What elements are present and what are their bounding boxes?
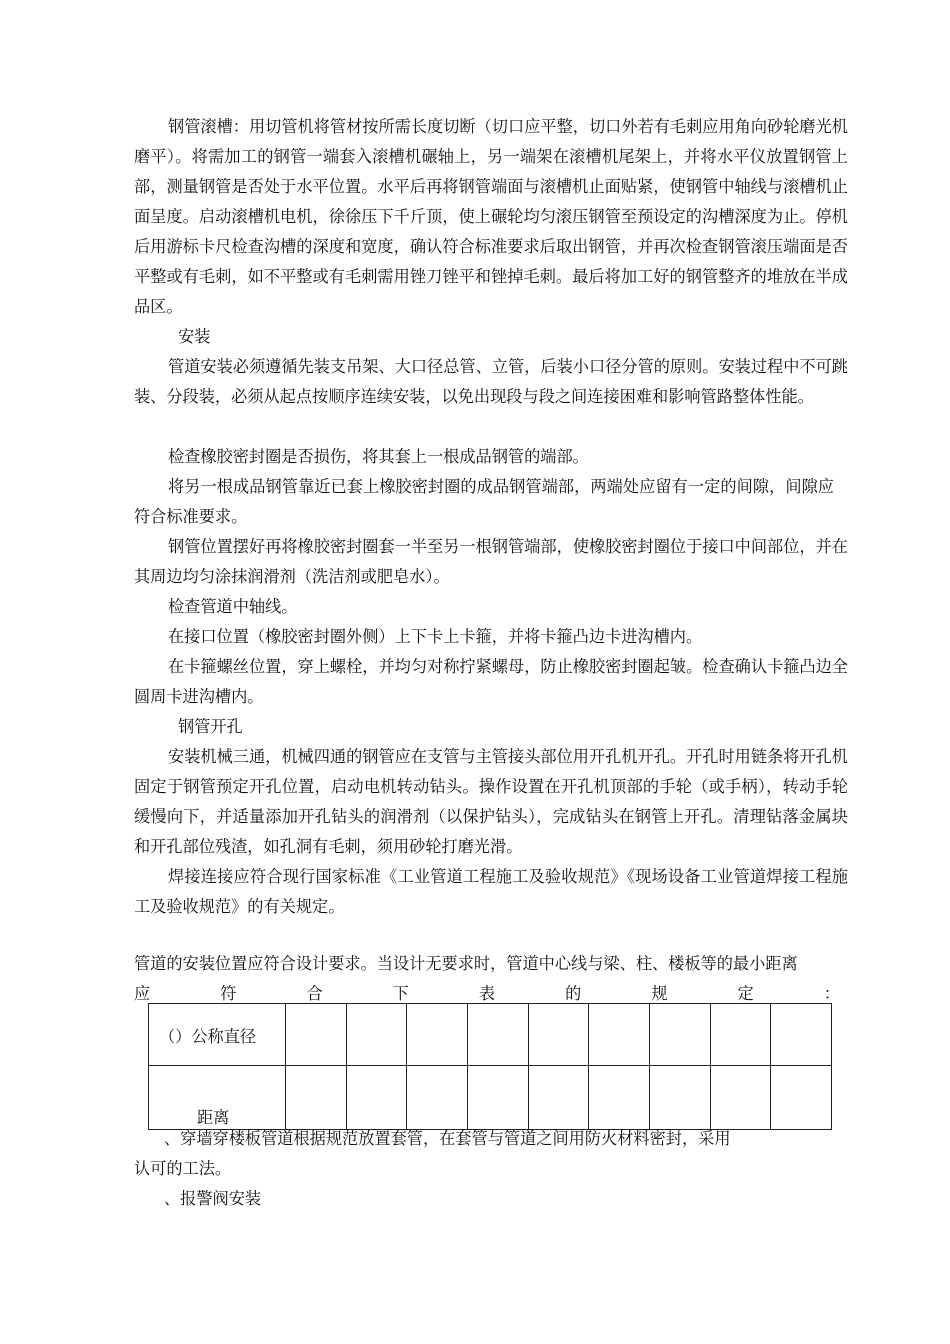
table-cell bbox=[710, 1004, 771, 1066]
table-cell bbox=[467, 1066, 528, 1130]
table-cell bbox=[528, 1066, 589, 1130]
spread-char: 应 bbox=[134, 984, 151, 1003]
table-cell bbox=[649, 1004, 710, 1066]
paragraph-gap: 将另一根成品钢管靠近已套上橡胶密封圈的成品钢管端部，两端处应留有一定的间隙，间隙应符合标准要求。 bbox=[134, 477, 834, 526]
table-cell bbox=[771, 1004, 832, 1066]
table-cell bbox=[649, 1066, 710, 1130]
paragraph-install-location: 管道的安装位置应符合设计要求。当设计无要求时，管道中心线与梁、柱、楼板等的最小距离 bbox=[134, 954, 798, 973]
heading-alarm-valve: 、报警阀安装 bbox=[164, 1189, 262, 1208]
spread-char: ： bbox=[823, 984, 840, 1003]
table-cell bbox=[710, 1066, 771, 1130]
paragraph-hole-drilling: 安装机械三通，机械四通的钢管应在支管与主管接头部位用开孔机开孔。开孔时用链条将开孔机固定于钢管预定开孔位置，启动电机转动钻头。操作设置在开孔机顶部的手轮（或手柄），转动手轮缓慢向下，并适量添加开孔钻头的润滑剂（以保护钻头），完成钻头在钢管上开孔。清理钻落金属块和开孔部位残渣，如孔洞有毛刺，须用砂轮打磨光滑。 bbox=[134, 747, 848, 856]
paragraph-sleeve: 、穿墙穿楼板管道根据规范放置套管，在套管与管道之间用防火材料密封，采用 bbox=[164, 1129, 731, 1148]
heading-install: 安装 bbox=[178, 327, 211, 346]
table-cell bbox=[589, 1004, 650, 1066]
paragraph-bolts: 在卡箍螺丝位置，穿上螺栓，并均匀对称拧紧螺母，防止橡胶密封圈起皱。检查确认卡箍凸边全圆周卡进沟槽内。 bbox=[134, 657, 848, 706]
table-cell bbox=[407, 1066, 468, 1130]
heading-pipe-hole: 钢管开孔 bbox=[178, 717, 243, 736]
paragraph-seal-position: 钢管位置摆好再将橡胶密封圈套一半至另一根钢管端部，使橡胶密封圈位于接口中间部位，并在其周边均匀涂抹润滑剂（洗洁剂或肥皂水）。 bbox=[134, 537, 848, 586]
table-cell bbox=[467, 1004, 528, 1066]
table-row bbox=[149, 1004, 832, 1066]
table-cell bbox=[286, 1066, 347, 1130]
table-cell bbox=[589, 1066, 650, 1130]
table-cell-distance: 距离 bbox=[149, 1066, 286, 1130]
paragraph-sleeve-line2: 认可的工法。 bbox=[134, 1159, 232, 1178]
table-cell bbox=[346, 1004, 407, 1066]
spread-char: 合 bbox=[306, 984, 323, 1003]
paragraph-install-principle: 管道安装必须遵循先装支吊架、大口径总管、立管，后装小口径分管的原则。安装过程中不可跳装、分段装，必须从起点按顺序连续安装，以免出现段与段之间连接困难和影响管路整体性能。 bbox=[134, 357, 848, 406]
paragraph-check-axis: 检查管道中轴线。 bbox=[168, 597, 298, 616]
distance-table bbox=[148, 1003, 832, 1130]
paragraph-welding: 焊接连接应符合现行国家标准《工业管道工程施工及验收规范》《现场设备工业管道焊接工程施工及验收规范》的有关规定。 bbox=[134, 867, 848, 916]
paragraph-roll-groove: 钢管滚槽：用切管机将管材按所需长度切断（切口应平整，切口外若有毛刺应用角向砂轮磨光机磨平）。将需加工的钢管一端套入滚槽机碾轴上，另一端架在滚槽机尾架上，并将水平仪放置钢管上部，测量钢管是否处于水平位置。水平后再将钢管端面与滚槽机止面贴紧，使钢管中轴线与滚槽机止面呈度。启动滚槽机电机，徐徐压下千斤顶，使上碾轮均匀滚压钢管至预设定的沟槽深度为止。停机后用游标卡尺检查沟槽的深度和宽度，确认符合标准要求后取出钢管，并再次检查钢管滚压端面是否平整或有毛刺，如不平整或有毛刺需用锉刀锉平和锉掉毛刺。最后将加工好的钢管整齐的堆放在半成品区。 bbox=[134, 117, 848, 316]
table-cell-nominal-diameter: （）公称直径 bbox=[149, 1004, 286, 1066]
spread-char: 定 bbox=[737, 984, 754, 1003]
table-cell bbox=[528, 1004, 589, 1066]
spread-char: 的 bbox=[565, 984, 582, 1003]
spread-char: 表 bbox=[478, 984, 496, 1003]
table-cell bbox=[346, 1066, 407, 1130]
table-cell bbox=[407, 1004, 468, 1066]
spread-char: 符 bbox=[220, 984, 237, 1003]
table-cell bbox=[771, 1066, 832, 1130]
spread-char: 规 bbox=[651, 984, 668, 1003]
table-row bbox=[149, 1066, 832, 1130]
paragraph-clamp: 在接口位置（橡胶密封圈外侧）上下卡上卡箍，并将卡箍凸边卡进沟槽内。 bbox=[168, 627, 703, 646]
paragraph-check-seal: 检查橡胶密封圈是否损伤，将其套上一根成品钢管的端部。 bbox=[168, 447, 589, 466]
spread-char: 下 bbox=[392, 984, 409, 1003]
table-cell bbox=[286, 1004, 347, 1066]
